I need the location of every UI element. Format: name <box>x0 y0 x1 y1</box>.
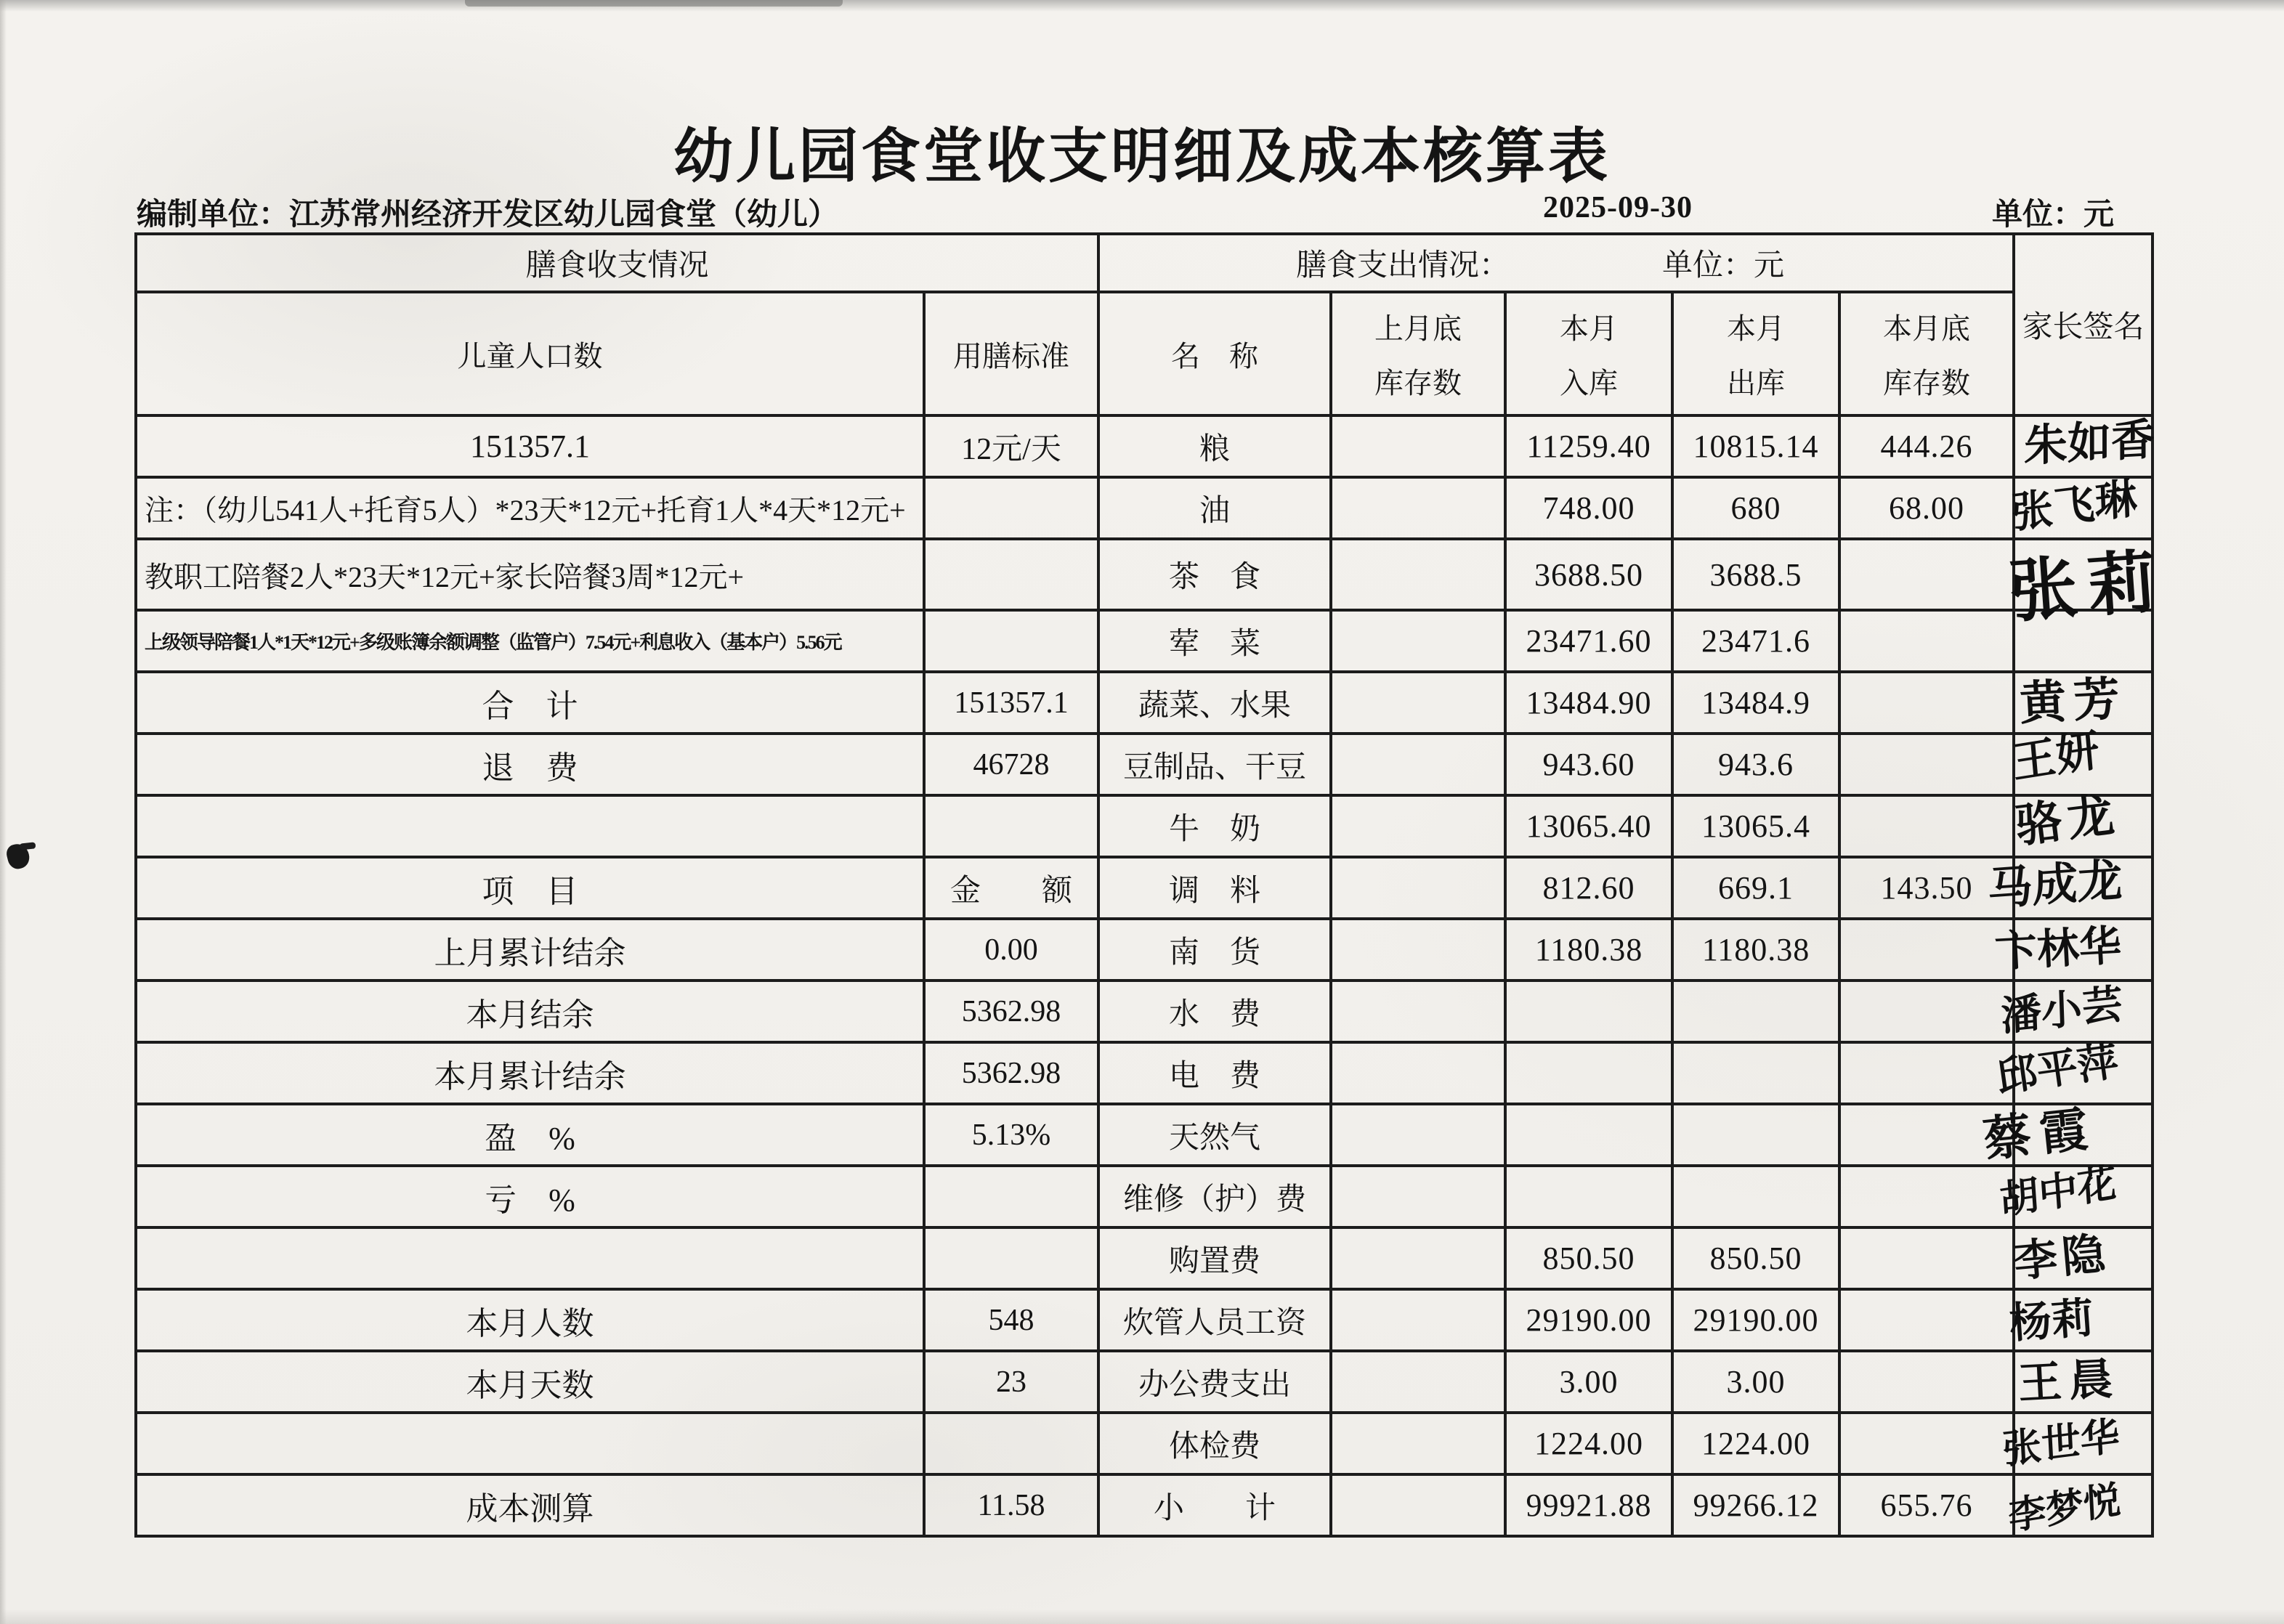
parent-signature-handwriting: 杨莉 <box>2007 1294 2096 1347</box>
income-label-cell <box>136 1413 924 1474</box>
signature-cell <box>1980 1102 2153 1167</box>
col-header-children-population: 儿童人口数 <box>136 292 924 415</box>
month-in-cell: 1180.38 <box>1505 919 1672 981</box>
table-row <box>136 734 2153 795</box>
end-stock-cell <box>1839 1227 2014 1289</box>
header-line: 上月底 <box>1374 312 1462 346</box>
last-month-stock-cell <box>1331 672 1505 734</box>
month-out-cell: 23471.6 <box>1672 610 1839 672</box>
parent-signature-handwriting: 张飞琳 <box>2010 474 2138 537</box>
signature-cell <box>1998 1160 2153 1227</box>
month-in-cell <box>1505 1042 1672 1104</box>
expense-name-cell: 豆制品、干豆 <box>1098 734 1331 795</box>
end-stock-cell <box>1839 795 2014 857</box>
last-month-stock-cell <box>1331 415 1505 477</box>
month-out-cell: 13065.4 <box>1672 795 1839 857</box>
month-out-cell: 10815.14 <box>1672 415 1839 477</box>
expense-name-cell: 蔬菜、水果 <box>1098 672 1331 734</box>
month-out-cell: 3.00 <box>1672 1351 1839 1413</box>
month-in-cell: 3688.50 <box>1505 539 1672 610</box>
last-month-stock-cell <box>1331 539 1505 610</box>
income-label-cell: 盈 % <box>136 1104 924 1166</box>
col-header-month-in <box>1505 292 1672 415</box>
month-out-cell: 1224.00 <box>1672 1413 1839 1474</box>
table-row <box>136 919 2153 981</box>
month-in-cell: 23471.60 <box>1505 610 1672 672</box>
income-label-cell: 本月结余 <box>136 981 924 1042</box>
signature-cell <box>2007 1474 2153 1539</box>
last-month-stock-cell <box>1331 1042 1505 1104</box>
income-label-cell: 成本测算 <box>136 1474 924 1536</box>
last-month-stock-cell <box>1331 477 1505 539</box>
table-row <box>136 981 2153 1042</box>
month-in-cell <box>1505 1104 1672 1166</box>
last-month-stock-cell <box>1331 1227 1505 1289</box>
header-line: 出库 <box>1727 366 1786 399</box>
table-row <box>136 1104 2153 1166</box>
table-row <box>136 857 2153 919</box>
last-month-stock-cell <box>1331 857 1505 919</box>
accounting-table <box>134 232 2169 1539</box>
income-value-cell <box>924 795 1098 857</box>
table-row <box>136 1289 2153 1351</box>
col-header-end-month-stock <box>1839 292 2014 415</box>
income-label-cell <box>136 1227 924 1289</box>
last-month-stock-cell <box>1331 919 1505 981</box>
end-stock-cell <box>1839 672 2014 734</box>
signature-cell <box>2007 1289 2153 1351</box>
end-stock-cell: 143.50 <box>1839 857 2014 919</box>
header-line: 本月底 <box>1883 312 1971 346</box>
signature-cell <box>2001 1413 2153 1474</box>
income-label-cell: 教职工陪餐2人*23天*12元+家长陪餐3周*12元+ <box>136 539 924 610</box>
month-out-cell <box>1672 981 1839 1042</box>
signature-cell <box>2014 672 2153 734</box>
end-stock-cell <box>1839 734 2014 795</box>
parent-signature-handwriting: 马成龙 <box>1988 855 2123 915</box>
prepared-by-label: 编制单位：江苏常州经济开发区幼儿园食堂（幼儿） <box>137 198 839 232</box>
month-out-cell: 680 <box>1672 477 1839 539</box>
month-out-cell: 3688.5 <box>1672 539 1839 610</box>
header-line: 库存数 <box>1883 366 1971 399</box>
income-value-cell <box>924 1227 1098 1289</box>
end-stock-cell <box>1839 1289 2014 1351</box>
last-month-stock-cell <box>1331 1351 1505 1413</box>
last-month-stock-cell <box>1331 734 1505 795</box>
income-label-cell: 亏 % <box>136 1166 924 1227</box>
month-out-cell: 1180.38 <box>1672 919 1839 981</box>
income-label-cell: 151357.1 <box>136 415 924 477</box>
last-month-stock-cell <box>1331 1166 1505 1227</box>
table-row <box>136 610 2153 672</box>
scan-artifact <box>0 0 2284 12</box>
income-label-cell: 退 费 <box>136 734 924 795</box>
income-value-cell <box>924 1413 1098 1474</box>
parent-signature-handwriting: 黄芳 <box>2018 672 2129 730</box>
report-date: 2025-09-30 <box>1543 191 1693 224</box>
month-in-cell: 13065.40 <box>1505 795 1672 857</box>
month-in-cell: 850.50 <box>1505 1227 1672 1289</box>
parent-signature-handwriting: 李梦悦 <box>2007 1479 2122 1539</box>
month-in-cell: 943.60 <box>1505 734 1672 795</box>
parent-signature-handwriting: 李隐 <box>2012 1230 2112 1286</box>
signature-cell <box>2010 726 2153 795</box>
parent-signature-handwriting: 朱如香 <box>2024 415 2155 471</box>
expense-name-cell: 办公费支出 <box>1098 1351 1331 1413</box>
month-out-cell: 850.50 <box>1672 1227 1839 1289</box>
expense-name-cell: 牛 奶 <box>1098 795 1331 857</box>
expense-name-cell: 粮 <box>1098 415 1331 477</box>
month-in-cell: 812.60 <box>1505 857 1672 919</box>
unit-label: 单位：元 <box>1992 198 2115 232</box>
expense-section-header <box>1098 234 2014 292</box>
month-in-cell: 11259.40 <box>1505 415 1672 477</box>
month-in-cell: 99921.88 <box>1505 1474 1672 1536</box>
last-month-stock-cell <box>1331 795 1505 857</box>
end-stock-cell: 655.76 <box>1839 1474 2014 1536</box>
income-label-cell: 上月累计结余 <box>136 919 924 981</box>
income-label-cell: 本月累计结余 <box>136 1042 924 1104</box>
month-in-cell: 13484.90 <box>1505 672 1672 734</box>
parent-signature-handwriting: 王晨 <box>2017 1355 2121 1408</box>
month-out-cell <box>1672 1166 1839 1227</box>
expense-name-cell: 南 货 <box>1098 919 1331 981</box>
parent-signature-handwriting: 邱平萍 <box>1993 1039 2121 1101</box>
table-row <box>136 477 2153 539</box>
col-header-month-out <box>1672 292 1839 415</box>
header-line: 入库 <box>1560 366 1619 399</box>
month-out-cell: 29190.00 <box>1672 1289 1839 1351</box>
col-header-item-name: 名 称 <box>1098 292 1331 415</box>
end-stock-cell <box>1839 610 2014 672</box>
section-header-row <box>136 234 2153 292</box>
end-stock-cell: 444.26 <box>1839 415 2014 477</box>
ink-mark <box>4 842 31 871</box>
header-line: 本月 <box>1727 312 1786 346</box>
signature-cell <box>2012 787 2153 857</box>
income-section-title: 膳食收支情况 <box>136 234 1098 292</box>
parent-signature-header: 家长签名 <box>2014 234 2153 415</box>
last-month-stock-cell <box>1331 1474 1505 1536</box>
last-month-stock-cell <box>1331 981 1505 1042</box>
parent-signature-handwriting: 张世华 <box>2001 1413 2121 1472</box>
expense-unit-label: 单位：元 <box>1662 249 1785 283</box>
header-line: 库存数 <box>1374 366 1462 399</box>
income-value-cell: 5362.98 <box>924 1042 1098 1104</box>
table-row <box>136 1351 2153 1413</box>
expense-name-cell: 荤 菜 <box>1098 610 1331 672</box>
month-out-cell: 943.6 <box>1672 734 1839 795</box>
income-value-cell: 12元/天 <box>924 415 1098 477</box>
signature-cell <box>2014 1351 2153 1413</box>
income-label-cell: 上级领导陪餐1人*1天*12元+多级账簿余额调整（监管户）7.54元+利息收入（基本户）5.56元 <box>136 610 924 672</box>
month-out-cell: 669.1 <box>1672 857 1839 919</box>
income-value-cell: 金 额 <box>924 857 1098 919</box>
income-value-cell: 548 <box>924 1289 1098 1351</box>
income-value-cell <box>924 610 1098 672</box>
parent-signature-handwriting: 蔡霞 <box>1980 1102 2099 1167</box>
month-in-cell: 1224.00 <box>1505 1413 1672 1474</box>
income-value-cell: 5362.98 <box>924 981 1098 1042</box>
signature-cell <box>2010 474 2153 539</box>
month-in-cell: 3.00 <box>1505 1351 1672 1413</box>
end-stock-cell <box>1839 1351 2014 1413</box>
signature-cell <box>1993 919 2153 981</box>
end-stock-cell <box>1839 919 2014 981</box>
signature-cell <box>2000 981 2153 1042</box>
expense-name-cell: 水 费 <box>1098 981 1331 1042</box>
income-value-cell: 23 <box>924 1351 1098 1413</box>
parent-signature-handwriting: 张莉 <box>2006 544 2169 631</box>
scan-artifact <box>0 0 7 1624</box>
table-row <box>136 1474 2153 1536</box>
income-value-cell: 5.13% <box>924 1104 1098 1166</box>
parent-signature-handwriting: 卞林华 <box>1993 922 2123 976</box>
signature-cell <box>1988 855 2153 919</box>
table-row <box>136 1227 2153 1289</box>
scan-artifact <box>0 1609 2284 1624</box>
table-row <box>136 1042 2153 1104</box>
income-value-cell: 11.58 <box>924 1474 1098 1536</box>
table-row <box>136 539 2153 610</box>
income-value-cell <box>924 539 1098 610</box>
end-stock-cell <box>1839 1413 2014 1474</box>
income-value-cell <box>924 477 1098 539</box>
signature-cell <box>2014 1227 2153 1289</box>
col-header-last-month-stock <box>1331 292 1505 415</box>
scan-artifact <box>465 0 843 7</box>
expense-name-cell: 茶 食 <box>1098 539 1331 610</box>
month-out-cell <box>1672 1042 1839 1104</box>
income-label-cell <box>136 795 924 857</box>
income-label-cell: 项 目 <box>136 857 924 919</box>
month-in-cell: 29190.00 <box>1505 1289 1672 1351</box>
last-month-stock-cell <box>1331 1104 1505 1166</box>
column-header-row <box>136 292 2153 415</box>
income-value-cell <box>924 1166 1098 1227</box>
income-value-cell: 0.00 <box>924 919 1098 981</box>
last-month-stock-cell <box>1331 1289 1505 1351</box>
month-in-cell <box>1505 981 1672 1042</box>
signature-cell <box>2014 415 2153 477</box>
expense-name-cell: 电 费 <box>1098 1042 1331 1104</box>
signature-cell <box>1993 1039 2153 1104</box>
header-line: 本月 <box>1560 312 1619 346</box>
expense-section-title: 膳食支出情况： <box>1296 249 1510 283</box>
expense-name-cell: 油 <box>1098 477 1331 539</box>
income-label-cell: 注：（幼儿541人+托育5人）*23天*12元+托育1人*4天*12元+ <box>136 477 924 539</box>
table-row <box>136 415 2153 477</box>
month-out-cell <box>1672 1104 1839 1166</box>
expense-name-cell: 小 计 <box>1098 1474 1331 1536</box>
income-value-cell: 46728 <box>924 734 1098 795</box>
month-in-cell <box>1505 1166 1672 1227</box>
income-label-cell: 合 计 <box>136 672 924 734</box>
expense-name-cell: 调 料 <box>1098 857 1331 919</box>
month-out-cell: 13484.9 <box>1672 672 1839 734</box>
parent-signature-handwriting: 王妍 <box>2010 726 2102 788</box>
end-stock-cell <box>1839 1166 2014 1227</box>
expense-name-cell: 体检费 <box>1098 1413 1331 1474</box>
income-value-cell: 151357.1 <box>924 672 1098 734</box>
income-label-cell: 本月天数 <box>136 1351 924 1413</box>
parent-signature-handwriting: 潘小芸 <box>2000 982 2123 1040</box>
page-title: 幼儿园食堂收支明细及成本核算表 <box>673 123 1611 190</box>
month-out-cell: 99266.12 <box>1672 1474 1839 1536</box>
month-in-cell: 748.00 <box>1505 477 1672 539</box>
parent-signature-handwriting: 骆龙 <box>2012 787 2123 853</box>
table-row <box>136 1413 2153 1474</box>
table-row <box>136 1166 2153 1227</box>
expense-name-cell: 维修（护）费 <box>1098 1166 1331 1227</box>
income-label-cell: 本月人数 <box>136 1289 924 1351</box>
last-month-stock-cell <box>1331 1413 1505 1474</box>
expense-name-cell: 炊管人员工资 <box>1098 1289 1331 1351</box>
expense-name-cell: 天然气 <box>1098 1104 1331 1166</box>
end-stock-cell <box>1839 1042 2014 1104</box>
table-row <box>136 672 2153 734</box>
table-body <box>136 415 2169 1539</box>
table-row <box>136 795 2153 857</box>
parent-signature-handwriting: 胡中花 <box>1998 1160 2118 1223</box>
last-month-stock-cell <box>1331 610 1505 672</box>
signature-cell <box>2006 539 2169 631</box>
expense-name-cell: 购置费 <box>1098 1227 1331 1289</box>
end-stock-cell: 68.00 <box>1839 477 2014 539</box>
end-stock-cell <box>1839 981 2014 1042</box>
end-stock-cell <box>1839 539 2014 610</box>
col-header-meal-standard: 用膳标准 <box>924 292 1098 415</box>
